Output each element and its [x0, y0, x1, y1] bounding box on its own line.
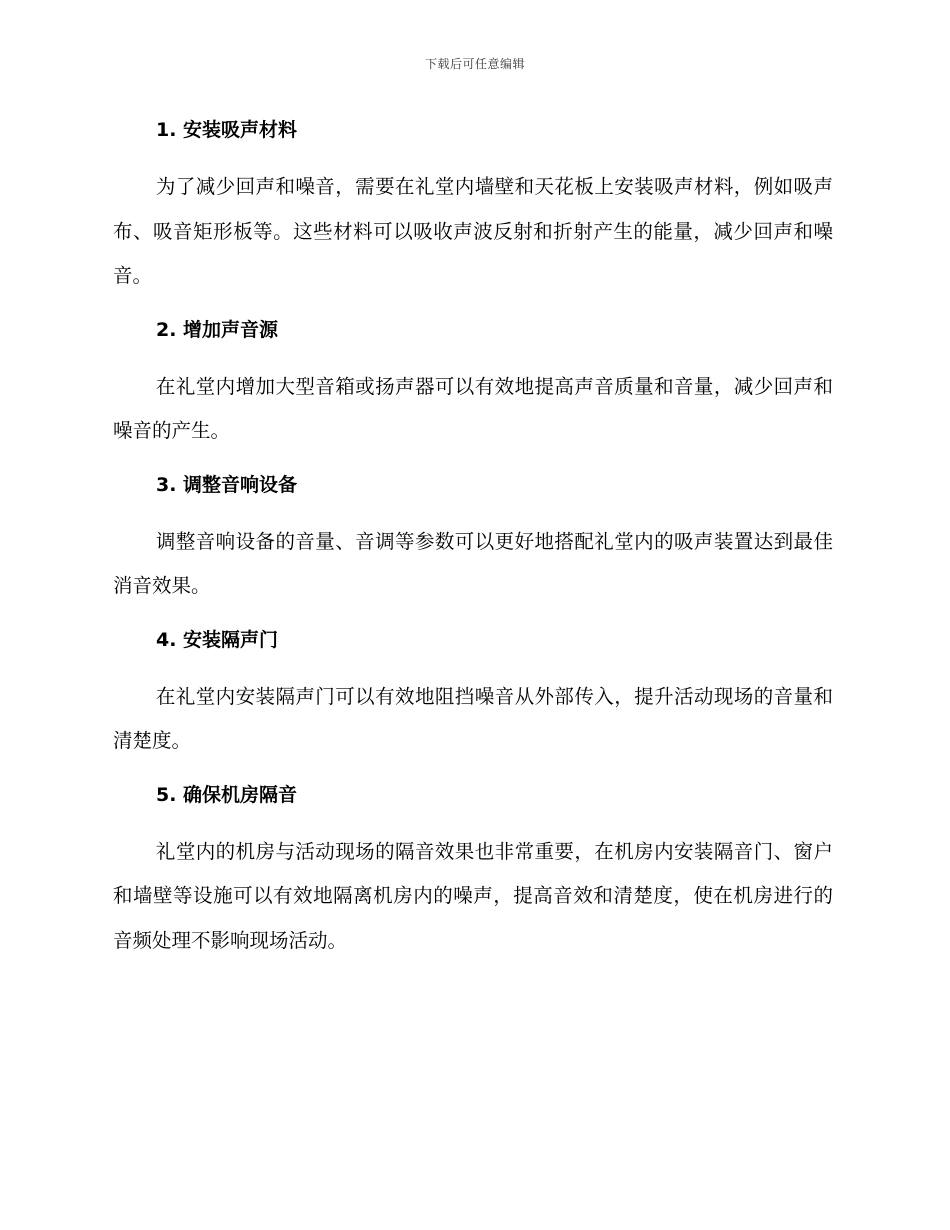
section-4 — [113, 622, 833, 764]
section-3 — [113, 467, 833, 609]
section-paragraph: 为了减少回声和噪音，需要在礼堂内墙壁和天花板上安装吸声材料，例如吸声布、吸音矩形板等。这些材料可以吸收声波反射和折射产生的能量，减少回声和噪音。 — [113, 175, 833, 287]
section-heading: 4. 安装隔声门 — [156, 628, 279, 651]
section-5 — [113, 777, 833, 964]
header-note: 下载后可任意编辑 — [424, 57, 525, 71]
section-paragraph: 礼堂内的机房与活动现场的隔音效果也非常重要，在机房内安装隔音门、窗户和墙壁等设施可以有效地隔离机房内的噪声，提高音效和清楚度，使在机房进行的音频处理不影响现场活动。 — [113, 839, 833, 952]
section-heading: 2. 增加声音源 — [156, 318, 279, 341]
section-1 — [113, 112, 833, 299]
section-heading: 5. 确保机房隔音 — [156, 783, 298, 806]
section-paragraph: 调整音响设备的音量、音调等参数可以更好地搭配礼堂内的吸声装置达到最佳消音效果。 — [113, 529, 833, 597]
section-2 — [113, 312, 833, 454]
section-paragraph: 在礼堂内增加大型音箱或扬声器可以有效地提高声音质量和音量，减少回声和噪音的产生。 — [113, 374, 833, 442]
section-paragraph: 在礼堂内安装隔声门可以有效地阻挡噪音从外部传入，提升活动现场的音量和清楚度。 — [113, 684, 833, 752]
document-content — [113, 112, 833, 976]
section-heading: 1. 安装吸声材料 — [156, 119, 298, 141]
section-heading: 3. 调整音响设备 — [156, 473, 298, 496]
